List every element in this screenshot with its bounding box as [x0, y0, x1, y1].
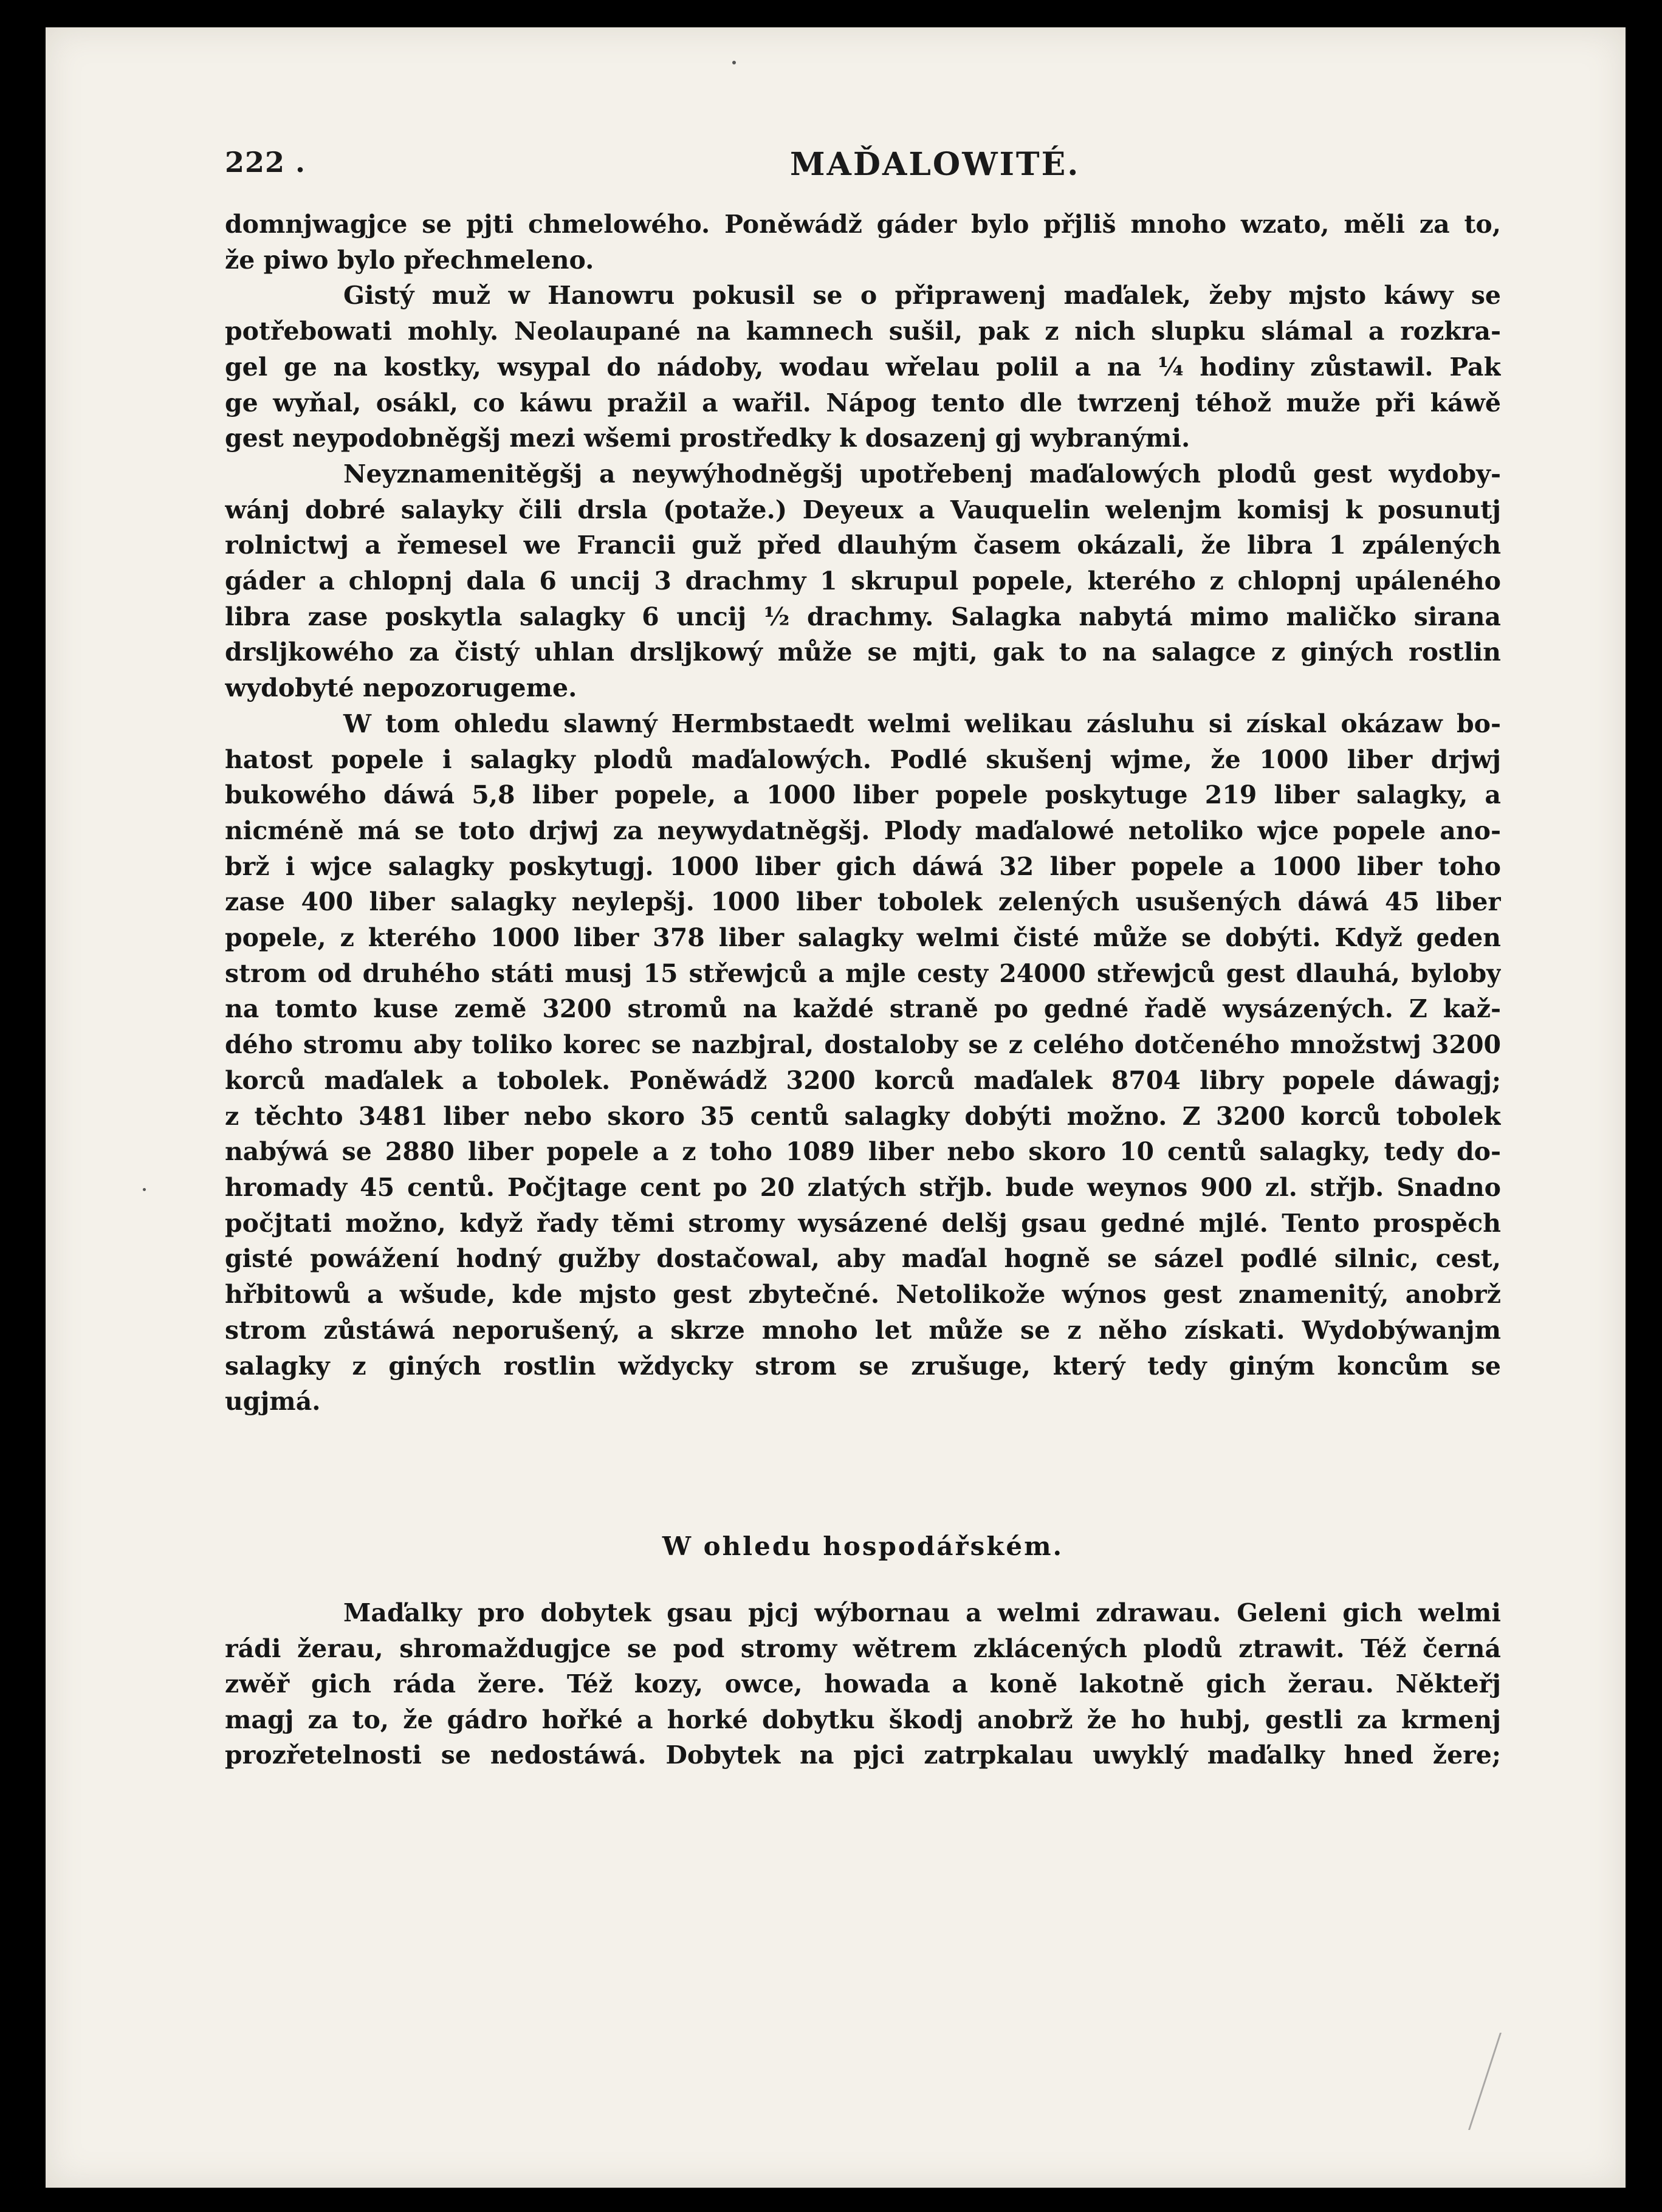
text-line: nabýwá se 2880 liber popele a z toho 1089 liber nebo skoro 10 centů salagky, tedy do- — [225, 1137, 1501, 1167]
text-line: strom zůstáwá neporušený, a skrze mnoho let může se z něho získati. Wydobýwanjm — [225, 1315, 1501, 1345]
text-line: potřebowati mohly. Neolaupané na kamnech sušil, pak z nich slupku slámal a rozkra- — [225, 317, 1501, 346]
text-line: gisté powážení hodný gužby dostačowal, aby maďal hogně se sázel podlé silnic, cest, — [225, 1244, 1501, 1274]
text-line: hatost popele i salagky plodů maďalowých. Podlé skušenj wjme, že 1000 liber drjwj — [225, 744, 1501, 774]
text-line: popele, z kterého 1000 liber 378 liber salagky welmi čisté může se dobýti. Když geden — [225, 923, 1501, 953]
page-title: MAĎALOWITÉ. — [790, 146, 1080, 183]
text-line: zwěř gich ráda žere. Též kozy, owce, howada a koně lakotně gich žerau. Někteřj — [225, 1669, 1501, 1698]
pencil-mark — [1468, 2033, 1526, 2130]
text-line: ge wyňal, osákl, co káwu pražil a wařil. Nápog tento dle twrzenj téhož muže při káwě — [225, 388, 1501, 417]
main-text — [225, 207, 1501, 1420]
text-line: Maďalky pro dobytek gsau pjcj wýbornau a welmi zdrawau. Geleni gich welmi — [343, 1598, 1501, 1627]
text-line: wánj dobré salayky čili drsla (potaže.) Deyeux a Vauquelin welenjm komisj k posunutj — [225, 495, 1501, 524]
text-line: hromady 45 centů. Počjtage cent po 20 zlatých střjb. bude weynos 900 zl. střjb. Snadno — [225, 1172, 1501, 1202]
text-line: rádi žerau, shromaždugjce se pod stromy wětrem zklácených plodů ztrawit. Též černá — [225, 1633, 1501, 1663]
section-heading: W ohledu hospodářském. — [662, 1531, 1064, 1561]
text-line: domnjwagjce se pjti chmelowého. Poněwádž gáder bylo přjliš mnoho wzato, měli za to, — [225, 210, 1501, 239]
text-line: že piwo bylo přechmeleno. — [225, 245, 594, 275]
text-line: Neyznamenitěgšj a neywýhodněgšj upotřebenj maďalowých plodů gest wydoby- — [343, 459, 1501, 489]
text-line: ugjmá. — [225, 1387, 321, 1417]
text-line: wydobyté nepozorugeme. — [225, 673, 577, 703]
text-line: bukowého dáwá 5,8 liber popele, a 1000 liber popele poskytuge 219 liber salagky, a — [225, 780, 1501, 810]
text-line: rolnictwj a řemesel we Francii guž před dlauhým časem okázali, že libra 1 zpálených — [225, 531, 1501, 560]
text-line: dého stromu aby toliko korec se nazbjral, dostaloby se z celého dotčeného množstwj 3200 — [225, 1030, 1501, 1060]
text-line: hřbitowů a wšude, kde mjsto gest zbytečné. Netolikože wýnos gest znamenitý, anobrž — [225, 1280, 1501, 1310]
text-line: salagky z giných rostlin wždycky strom se zrušuge, který tedy giným koncům se — [225, 1351, 1501, 1381]
text-line: W tom ohledu slawný Hermbstaedt welmi welikau zásluhu si získal okázaw bo- — [343, 709, 1501, 738]
text-line: strom od druhého státi musj 15 střewjců a mjle cesty 24000 střewjců gest dlauhá, byloby — [225, 958, 1501, 988]
text-line: korců maďalek a tobolek. Poněwádž 3200 korců maďalek 8704 libry popele dáwagj; — [225, 1065, 1501, 1095]
section-text — [225, 1595, 1501, 1773]
text-line: libra zase poskytla salagky 6 uncij ½ drachmy. Salagka nabytá mimo maličko sirana — [225, 602, 1501, 631]
text-line: zase 400 liber salagky neylepšj. 1000 liber tobolek zelených usušených dáwá 45 liber — [225, 887, 1501, 917]
ink-speck — [732, 61, 736, 64]
text-line: gel ge na kostky, wsypal do nádoby, wodau wřelau polil a na ¼ hodiny zůstawil. Pak — [225, 352, 1501, 382]
text-line: z těchto 3481 liber nebo skoro 35 centů salagky dobýti možno. Z 3200 korců tobolek — [225, 1101, 1501, 1131]
text-line: Gistý muž w Hanowru pokusil se o připrawenj maďalek, žeby mjsto káwy se — [343, 281, 1501, 311]
text-line: nicméně má se toto drjwj za neywydatněgšj. Plody maďalowé netoliko wjce popele ano- — [225, 816, 1501, 845]
text-line: na tomto kuse země 3200 stromů na každé straně po gedné řadě wysázených. Z kaž- — [225, 994, 1501, 1024]
text-line: gáder a chlopnj dala 6 uncij 3 drachmy 1 skrupul popele, kterého z chlopnj upáleného — [225, 566, 1501, 596]
text-line: počjtati možno, když řady těmi stromy wysázené delšj gsau gedné mjlé. Tento prospěch — [225, 1208, 1501, 1238]
text-line: gest neypodobněgšj mezi wšemi prostředky k dosazenj gj wybranými. — [225, 424, 1190, 453]
text-line: prozřetelnosti se nedostáwá. Dobytek na pjci zatrpkalau uwyklý maďalky hned žere; — [225, 1740, 1501, 1770]
text-line: brž i wjce salagky poskytugj. 1000 liber gich dáwá 32 liber popele a 1000 liber toho — [225, 851, 1501, 881]
ink-speck — [143, 1188, 146, 1191]
text-line: drsljkowého za čistý uhlan drsljkowý může se mjti, gak to na salagce z giných rostlin — [225, 637, 1501, 667]
running-head — [225, 146, 1246, 188]
text-line: magj za to, že gádro hořké a horké dobytku škodj anobrž že ho hubj, gestli za krmenj — [225, 1705, 1501, 1734]
page-number: 222 . — [225, 146, 306, 179]
